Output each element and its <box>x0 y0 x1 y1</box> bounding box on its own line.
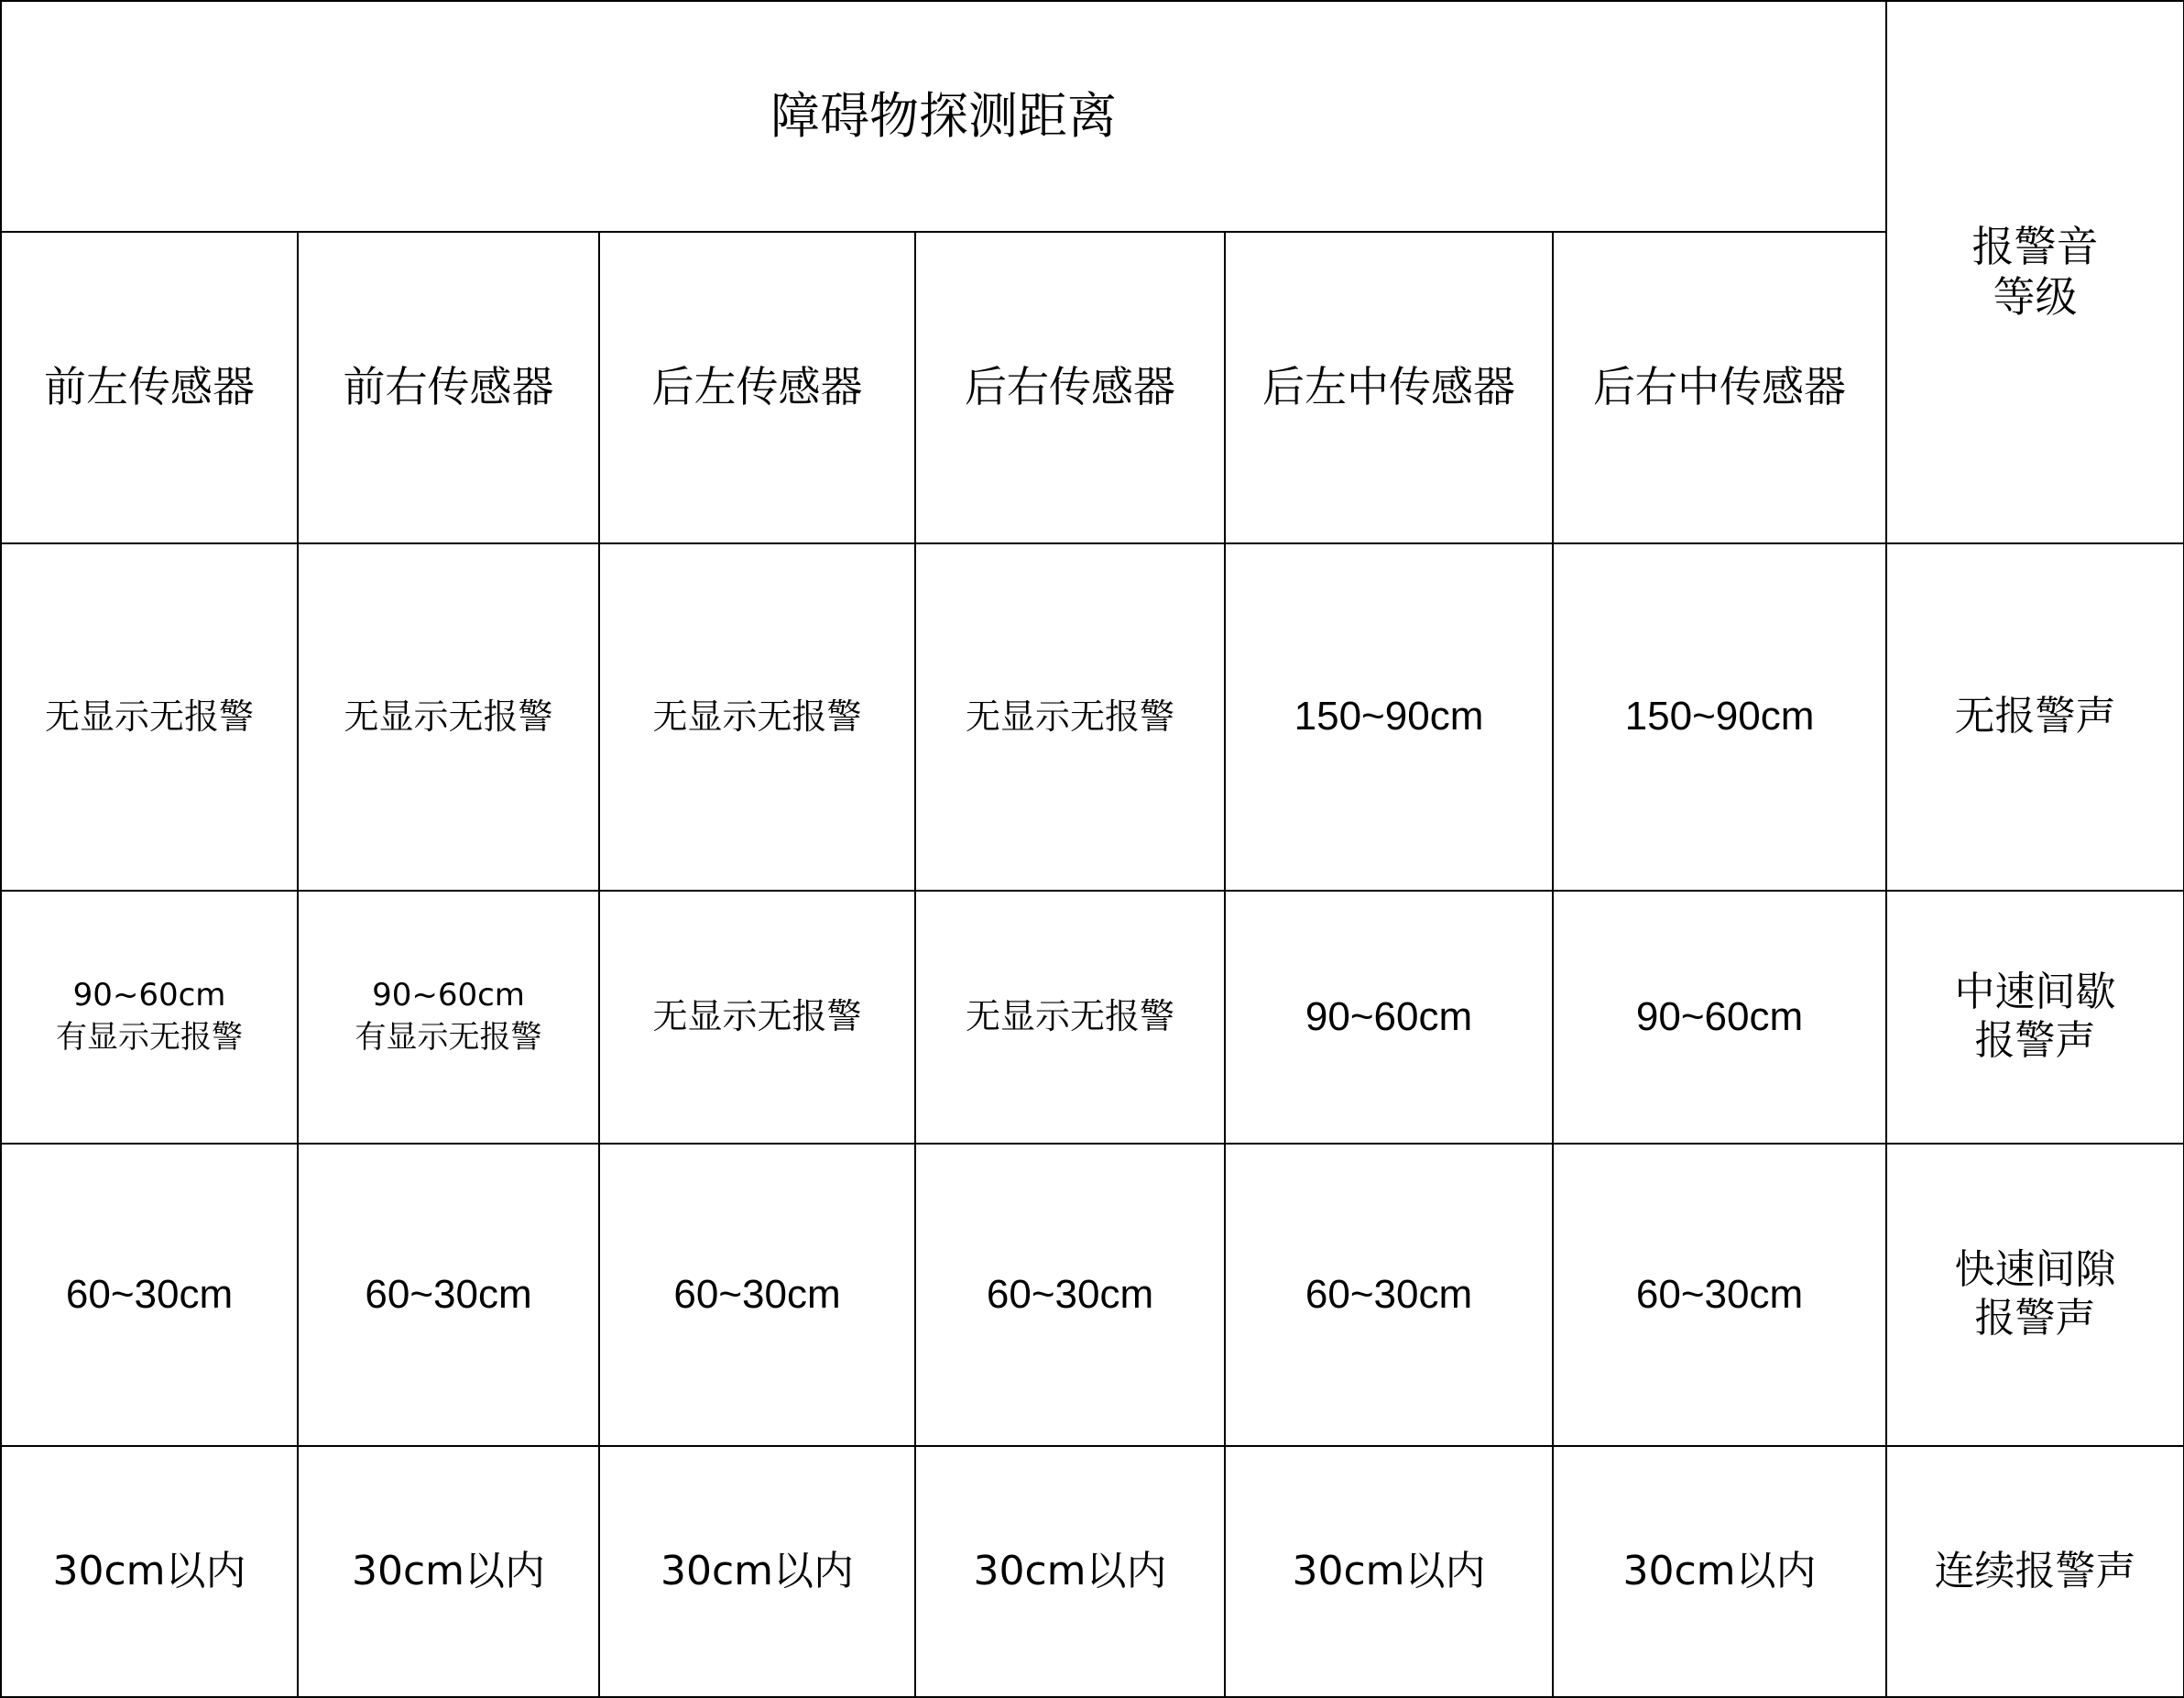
sensor-header-row <box>1 232 2184 543</box>
distance-cell: 60~30cm <box>915 1144 1225 1446</box>
alarm-level-header: 报警音 等级 <box>1886 1 2184 543</box>
distance-cell: 30cm以内 <box>1 1446 298 1697</box>
sensor-header-front-left: 前左传感器 <box>1 232 298 543</box>
distance-cell: 无显示无报警 <box>599 543 915 891</box>
alarm-level-cell: 快速间隙 报警声 <box>1886 1144 2184 1446</box>
table-row <box>1 1446 2184 1697</box>
sensor-header-rear-right: 后右传感器 <box>915 232 1225 543</box>
distance-cell: 无显示无报警 <box>298 543 599 891</box>
table-row <box>1 891 2184 1144</box>
distance-cell: 无显示无报警 <box>599 891 915 1144</box>
distance-cell: 60~30cm <box>1 1144 298 1446</box>
table-row <box>1 543 2184 891</box>
distance-cell: 无显示无报警 <box>915 891 1225 1144</box>
distance-cell: 60~30cm <box>1553 1144 1886 1446</box>
sensor-header-rear-left: 后左传感器 <box>599 232 915 543</box>
title-row <box>1 1 2184 232</box>
distance-cell: 90~60cm 有显示无报警 <box>1 891 298 1144</box>
table-title: 障碍物探测距离 <box>1 1 1886 232</box>
distance-cell: 30cm以内 <box>915 1446 1225 1697</box>
distance-cell: 30cm以内 <box>1553 1446 1886 1697</box>
alarm-level-cell: 连续报警声 <box>1886 1446 2184 1697</box>
sensor-header-rear-right-center: 后右中传感器 <box>1553 232 1886 543</box>
distance-cell: 60~30cm <box>1225 1144 1553 1446</box>
distance-cell: 无显示无报警 <box>915 543 1225 891</box>
distance-cell: 30cm以内 <box>298 1446 599 1697</box>
distance-cell: 90~60cm <box>1225 891 1553 1144</box>
distance-cell: 150~90cm <box>1553 543 1886 891</box>
distance-cell: 30cm以内 <box>599 1446 915 1697</box>
distance-cell: 60~30cm <box>298 1144 599 1446</box>
table-row <box>1 1144 2184 1446</box>
alarm-level-cell: 无报警声 <box>1886 543 2184 891</box>
distance-cell: 无显示无报警 <box>1 543 298 891</box>
distance-cell: 90~60cm 有显示无报警 <box>298 891 599 1144</box>
distance-cell: 150~90cm <box>1225 543 1553 891</box>
sensor-header-front-right: 前右传感器 <box>298 232 599 543</box>
distance-cell: 60~30cm <box>599 1144 915 1446</box>
distance-cell: 90~60cm <box>1553 891 1886 1144</box>
alarm-level-cell: 中速间歇 报警声 <box>1886 891 2184 1144</box>
sensor-header-rear-left-center: 后左中传感器 <box>1225 232 1553 543</box>
distance-cell: 30cm以内 <box>1225 1446 1553 1697</box>
